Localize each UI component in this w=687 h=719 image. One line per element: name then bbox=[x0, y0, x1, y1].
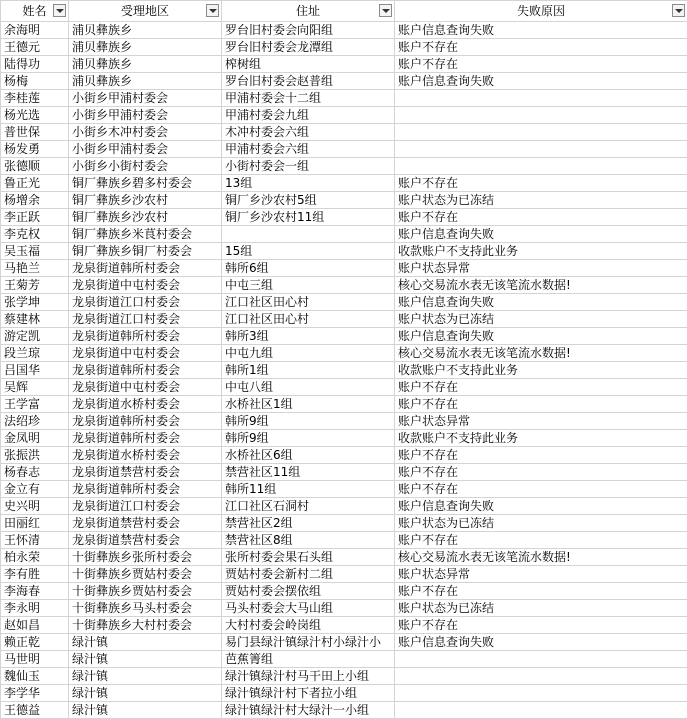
table-row bbox=[1, 226, 687, 243]
cell-address[interactable]: 水桥社区6组 bbox=[222, 447, 395, 464]
table-row bbox=[1, 73, 687, 90]
table-row bbox=[1, 464, 687, 481]
table-row bbox=[1, 396, 687, 413]
cell-region[interactable]: 龙泉街道禁营村委会 bbox=[69, 532, 222, 549]
cell-reason[interactable]: 核心交易流水表无该笔流水数据! bbox=[395, 549, 687, 566]
cell-reason[interactable]: 账户状态异常 bbox=[395, 413, 687, 430]
cell-name[interactable]: 王菊芳 bbox=[1, 277, 69, 294]
cell-address[interactable]: 铜厂乡沙农村11组 bbox=[222, 209, 395, 226]
cell-name[interactable]: 游定凯 bbox=[1, 328, 69, 345]
cell-name[interactable]: 杨增余 bbox=[1, 192, 69, 209]
cell-address[interactable]: 铜厂乡沙农村5组 bbox=[222, 192, 395, 209]
cell-address[interactable]: 韩所1组 bbox=[222, 362, 395, 379]
cell-region[interactable]: 浦贝彝族乡 bbox=[69, 73, 222, 90]
cell-region[interactable]: 铜厂彝族乡碧多村委会 bbox=[69, 175, 222, 192]
cell-reason[interactable] bbox=[395, 90, 687, 107]
cell-name[interactable]: 赖正乾 bbox=[1, 634, 69, 651]
cell-address[interactable]: 贾姑村委会摆依组 bbox=[222, 583, 395, 600]
table-row bbox=[1, 430, 687, 447]
cell-region[interactable]: 龙泉街道韩所村委会 bbox=[69, 328, 222, 345]
cell-reason[interactable]: 核心交易流水表无该笔流水数据! bbox=[395, 345, 687, 362]
cell-reason[interactable]: 账户信息查询失败 bbox=[395, 294, 687, 311]
cell-reason[interactable]: 账户状态异常 bbox=[395, 260, 687, 277]
cell-region[interactable]: 十街彝族乡贾姑村委会 bbox=[69, 566, 222, 583]
cell-name[interactable]: 李有胜 bbox=[1, 566, 69, 583]
column-header-name[interactable] bbox=[1, 1, 69, 22]
column-header-label: 失败原因 bbox=[517, 1, 565, 21]
cell-address[interactable] bbox=[222, 226, 395, 243]
table-row bbox=[1, 107, 687, 124]
cell-region[interactable]: 铜厂彝族乡沙农村 bbox=[69, 209, 222, 226]
cell-region[interactable]: 龙泉街道中屯村委会 bbox=[69, 277, 222, 294]
cell-region[interactable]: 龙泉街道中屯村委会 bbox=[69, 379, 222, 396]
cell-reason[interactable]: 账户状态异常 bbox=[395, 566, 687, 583]
cell-region[interactable]: 龙泉街道中屯村委会 bbox=[69, 345, 222, 362]
column-header-address[interactable] bbox=[222, 1, 395, 22]
cell-name[interactable]: 李学华 bbox=[1, 685, 69, 702]
column-header-reason[interactable] bbox=[395, 1, 687, 22]
cell-reason[interactable] bbox=[395, 141, 687, 158]
cell-address[interactable]: 禁营社区8组 bbox=[222, 532, 395, 549]
cell-reason[interactable]: 账户不存在 bbox=[395, 175, 687, 192]
cell-reason[interactable]: 账户状态为已冻结 bbox=[395, 192, 687, 209]
cell-address[interactable]: 中屯三组 bbox=[222, 277, 395, 294]
table-row bbox=[1, 702, 687, 719]
cell-address[interactable]: 木冲村委会六组 bbox=[222, 124, 395, 141]
table-row bbox=[1, 566, 687, 583]
cell-address[interactable]: 韩所3组 bbox=[222, 328, 395, 345]
cell-address[interactable]: 罗台旧村委会向阳组 bbox=[222, 22, 395, 39]
cell-reason[interactable]: 账户不存在 bbox=[395, 39, 687, 56]
cell-address[interactable]: 芭蕉箐组 bbox=[222, 651, 395, 668]
cell-address[interactable]: 江口社区田心村 bbox=[222, 294, 395, 311]
cell-region[interactable]: 浦贝彝族乡 bbox=[69, 22, 222, 39]
cell-name[interactable]: 柏永荣 bbox=[1, 549, 69, 566]
cell-address[interactable]: 韩所9组 bbox=[222, 430, 395, 447]
table-row bbox=[1, 260, 687, 277]
cell-region[interactable]: 龙泉街道禁营村委会 bbox=[69, 464, 222, 481]
table-row bbox=[1, 583, 687, 600]
table-row bbox=[1, 158, 687, 175]
table-row bbox=[1, 311, 687, 328]
cell-address[interactable]: 贾姑村委会新村二组 bbox=[222, 566, 395, 583]
cell-reason[interactable]: 账户信息查询失败 bbox=[395, 73, 687, 90]
cell-name[interactable]: 鲁正光 bbox=[1, 175, 69, 192]
table-row bbox=[1, 141, 687, 158]
table-row bbox=[1, 600, 687, 617]
cell-reason[interactable]: 核心交易流水表无该笔流水数据! bbox=[395, 277, 687, 294]
cell-address[interactable]: 15组 bbox=[222, 243, 395, 260]
cell-reason[interactable] bbox=[395, 651, 687, 668]
cell-address[interactable]: 绿汁镇绿汁村马干田上小组 bbox=[222, 668, 395, 685]
cell-address[interactable]: 榨树组 bbox=[222, 56, 395, 73]
cell-region[interactable]: 龙泉街道韩所村委会 bbox=[69, 362, 222, 379]
cell-reason[interactable]: 账户状态为已冻结 bbox=[395, 515, 687, 532]
cell-name[interactable]: 李海春 bbox=[1, 583, 69, 600]
cell-name[interactable]: 赵如昌 bbox=[1, 617, 69, 634]
cell-address[interactable]: 罗台旧村委会龙潭组 bbox=[222, 39, 395, 56]
cell-reason[interactable]: 账户状态为已冻结 bbox=[395, 311, 687, 328]
table-row bbox=[1, 243, 687, 260]
cell-region[interactable]: 铜厂彝族乡米茛村委会 bbox=[69, 226, 222, 243]
cell-name[interactable]: 普世保 bbox=[1, 124, 69, 141]
cell-region[interactable]: 小街乡木冲村委会 bbox=[69, 124, 222, 141]
cell-name[interactable]: 杨春志 bbox=[1, 464, 69, 481]
cell-reason[interactable]: 账户不存在 bbox=[395, 464, 687, 481]
cell-address[interactable]: 韩所9组 bbox=[222, 413, 395, 430]
cell-name[interactable]: 蔡建林 bbox=[1, 311, 69, 328]
cell-region[interactable]: 龙泉街道韩所村委会 bbox=[69, 413, 222, 430]
table-row bbox=[1, 277, 687, 294]
cell-address[interactable]: 绿汁镇绿汁村大绿汁一小组 bbox=[222, 702, 395, 719]
cell-name[interactable]: 李正跃 bbox=[1, 209, 69, 226]
cell-name[interactable]: 王学富 bbox=[1, 396, 69, 413]
cell-name[interactable]: 李桂莲 bbox=[1, 90, 69, 107]
cell-address[interactable]: 中屯九组 bbox=[222, 345, 395, 362]
table-row bbox=[1, 447, 687, 464]
cell-address[interactable]: 中屯八组 bbox=[222, 379, 395, 396]
cell-name[interactable]: 王德益 bbox=[1, 702, 69, 719]
cell-region[interactable]: 铜厂彝族乡沙农村 bbox=[69, 192, 222, 209]
cell-name[interactable]: 段兰琼 bbox=[1, 345, 69, 362]
table-row bbox=[1, 413, 687, 430]
cell-reason[interactable]: 账户不存在 bbox=[395, 56, 687, 73]
cell-name[interactable]: 张德顺 bbox=[1, 158, 69, 175]
cell-address[interactable]: 水桥社区1组 bbox=[222, 396, 395, 413]
cell-name[interactable]: 王德元 bbox=[1, 39, 69, 56]
cell-region[interactable]: 绿汁镇 bbox=[69, 634, 222, 651]
cell-region[interactable]: 龙泉街道韩所村委会 bbox=[69, 481, 222, 498]
cell-reason[interactable]: 账户不存在 bbox=[395, 481, 687, 498]
table-row bbox=[1, 651, 687, 668]
filter-dropdown-icon[interactable] bbox=[672, 4, 685, 17]
cell-reason[interactable]: 收款账户不支持此业务 bbox=[395, 430, 687, 447]
cell-name[interactable]: 杨梅 bbox=[1, 73, 69, 90]
cell-reason[interactable]: 账户不存在 bbox=[395, 617, 687, 634]
table-row bbox=[1, 515, 687, 532]
cell-reason[interactable]: 账户信息查询失败 bbox=[395, 226, 687, 243]
table-row bbox=[1, 192, 687, 209]
table-row bbox=[1, 379, 687, 396]
cell-reason[interactable]: 账户不存在 bbox=[395, 532, 687, 549]
cell-region[interactable]: 小街乡甲浦村委会 bbox=[69, 141, 222, 158]
cell-region[interactable]: 小街乡甲浦村委会 bbox=[69, 107, 222, 124]
cell-region[interactable]: 龙泉街道水桥村委会 bbox=[69, 396, 222, 413]
cell-region[interactable]: 绿汁镇 bbox=[69, 668, 222, 685]
cell-reason[interactable]: 收款账户不支持此业务 bbox=[395, 362, 687, 379]
cell-address[interactable]: 禁营社区2组 bbox=[222, 515, 395, 532]
table-row bbox=[1, 481, 687, 498]
table-row bbox=[1, 90, 687, 107]
cell-region[interactable]: 小街乡甲浦村委会 bbox=[69, 90, 222, 107]
cell-reason[interactable]: 账户不存在 bbox=[395, 396, 687, 413]
cell-reason[interactable] bbox=[395, 124, 687, 141]
cell-reason[interactable]: 账户状态为已冻结 bbox=[395, 600, 687, 617]
filter-dropdown-icon[interactable] bbox=[206, 4, 219, 17]
cell-name[interactable]: 吴玉福 bbox=[1, 243, 69, 260]
table-row bbox=[1, 362, 687, 379]
cell-region[interactable]: 小街乡小街村委会 bbox=[69, 158, 222, 175]
table-row bbox=[1, 175, 687, 192]
cell-name[interactable]: 魏仙玉 bbox=[1, 668, 69, 685]
table-row bbox=[1, 685, 687, 702]
cell-name[interactable]: 金凤明 bbox=[1, 430, 69, 447]
cell-name[interactable]: 张振洪 bbox=[1, 447, 69, 464]
cell-address[interactable]: 韩所6组 bbox=[222, 260, 395, 277]
cell-address[interactable]: 马头村委会大马山组 bbox=[222, 600, 395, 617]
cell-name[interactable]: 吕国华 bbox=[1, 362, 69, 379]
table-row bbox=[1, 124, 687, 141]
cell-address[interactable]: 江口社区石洞村 bbox=[222, 498, 395, 515]
cell-name[interactable]: 史兴明 bbox=[1, 498, 69, 515]
cell-name[interactable]: 李永明 bbox=[1, 600, 69, 617]
cell-region[interactable]: 龙泉街道禁营村委会 bbox=[69, 515, 222, 532]
cell-address[interactable]: 韩所11组 bbox=[222, 481, 395, 498]
cell-region[interactable]: 铜厂彝族乡铜厂村委会 bbox=[69, 243, 222, 260]
cell-region[interactable]: 龙泉街道江口村委会 bbox=[69, 311, 222, 328]
table-row bbox=[1, 498, 687, 515]
cell-name[interactable]: 李克权 bbox=[1, 226, 69, 243]
cell-region[interactable]: 龙泉街道韩所村委会 bbox=[69, 430, 222, 447]
cell-region[interactable]: 十街彝族乡贾姑村委会 bbox=[69, 583, 222, 600]
cell-reason[interactable] bbox=[395, 158, 687, 175]
filter-dropdown-icon[interactable] bbox=[53, 4, 66, 17]
table-row bbox=[1, 345, 687, 362]
cell-reason[interactable]: 账户不存在 bbox=[395, 209, 687, 226]
cell-region[interactable]: 绿汁镇 bbox=[69, 685, 222, 702]
cell-name[interactable]: 田丽红 bbox=[1, 515, 69, 532]
cell-address[interactable]: 甲浦村委会九组 bbox=[222, 107, 395, 124]
cell-region[interactable]: 十街彝族乡大村村委会 bbox=[69, 617, 222, 634]
cell-address[interactable]: 大村村委会岭岗组 bbox=[222, 617, 395, 634]
cell-reason[interactable]: 账户信息查询失败 bbox=[395, 634, 687, 651]
cell-name[interactable]: 马艳兰 bbox=[1, 260, 69, 277]
table-row bbox=[1, 549, 687, 566]
cell-address[interactable]: 江口社区田心村 bbox=[222, 311, 395, 328]
cell-reason[interactable]: 收款账户不支持此业务 bbox=[395, 243, 687, 260]
header-row bbox=[1, 1, 687, 22]
cell-name[interactable]: 法绍珍 bbox=[1, 413, 69, 430]
cell-address[interactable]: 甲浦村委会六组 bbox=[222, 141, 395, 158]
table-row bbox=[1, 294, 687, 311]
cell-address[interactable]: 小街村委会一组 bbox=[222, 158, 395, 175]
column-header-label: 住址 bbox=[296, 1, 320, 21]
cell-name[interactable]: 余海明 bbox=[1, 22, 69, 39]
cell-address[interactable]: 易门县绿汁镇绿汁村小绿汁小 bbox=[222, 634, 395, 651]
cell-name[interactable]: 马世明 bbox=[1, 651, 69, 668]
cell-region[interactable]: 绿汁镇 bbox=[69, 702, 222, 719]
cell-region[interactable]: 龙泉街道韩所村委会 bbox=[69, 260, 222, 277]
cell-reason[interactable]: 账户信息查询失败 bbox=[395, 22, 687, 39]
table-row bbox=[1, 617, 687, 634]
cell-address[interactable]: 禁营社区11组 bbox=[222, 464, 395, 481]
table-row bbox=[1, 209, 687, 226]
cell-name[interactable]: 陆得功 bbox=[1, 56, 69, 73]
cell-address[interactable]: 13组 bbox=[222, 175, 395, 192]
cell-reason[interactable]: 账户不存在 bbox=[395, 379, 687, 396]
cell-reason[interactable]: 账户不存在 bbox=[395, 447, 687, 464]
cell-region[interactable]: 十街彝族乡张所村委会 bbox=[69, 549, 222, 566]
table-row bbox=[1, 39, 687, 56]
cell-address[interactable]: 张所村委会果石头组 bbox=[222, 549, 395, 566]
cell-name[interactable]: 张学坤 bbox=[1, 294, 69, 311]
filter-dropdown-icon[interactable] bbox=[379, 4, 392, 17]
table-row bbox=[1, 532, 687, 549]
cell-region[interactable]: 绿汁镇 bbox=[69, 651, 222, 668]
table-row bbox=[1, 328, 687, 345]
cell-name[interactable]: 金立有 bbox=[1, 481, 69, 498]
cell-reason[interactable] bbox=[395, 685, 687, 702]
cell-address[interactable]: 甲浦村委会十二组 bbox=[222, 90, 395, 107]
table-row bbox=[1, 56, 687, 73]
cell-reason[interactable]: 账户信息查询失败 bbox=[395, 328, 687, 345]
cell-reason[interactable] bbox=[395, 107, 687, 124]
cell-reason[interactable]: 账户信息查询失败 bbox=[395, 498, 687, 515]
table-row bbox=[1, 634, 687, 651]
column-header-label: 姓名 bbox=[22, 1, 46, 21]
cell-region[interactable]: 浦贝彝族乡 bbox=[69, 39, 222, 56]
cell-name[interactable]: 杨发勇 bbox=[1, 141, 69, 158]
cell-region[interactable]: 龙泉街道江口村委会 bbox=[69, 294, 222, 311]
table-row bbox=[1, 22, 687, 39]
column-header-label: 受理地区 bbox=[121, 1, 169, 21]
cell-reason[interactable]: 账户不存在 bbox=[395, 583, 687, 600]
cell-reason[interactable] bbox=[395, 702, 687, 719]
cell-name[interactable]: 王怀清 bbox=[1, 532, 69, 549]
cell-region[interactable]: 龙泉街道江口村委会 bbox=[69, 498, 222, 515]
cell-region[interactable]: 龙泉街道水桥村委会 bbox=[69, 447, 222, 464]
cell-address[interactable]: 绿汁镇绿汁村下者拉小组 bbox=[222, 685, 395, 702]
cell-region[interactable]: 浦贝彝族乡 bbox=[69, 56, 222, 73]
cell-name[interactable]: 杨光选 bbox=[1, 107, 69, 124]
cell-region[interactable]: 十街彝族乡马头村委会 bbox=[69, 600, 222, 617]
column-header-region[interactable] bbox=[69, 1, 222, 22]
cell-address[interactable]: 罗台旧村委会赵普组 bbox=[222, 73, 395, 90]
cell-name[interactable]: 吴辉 bbox=[1, 379, 69, 396]
